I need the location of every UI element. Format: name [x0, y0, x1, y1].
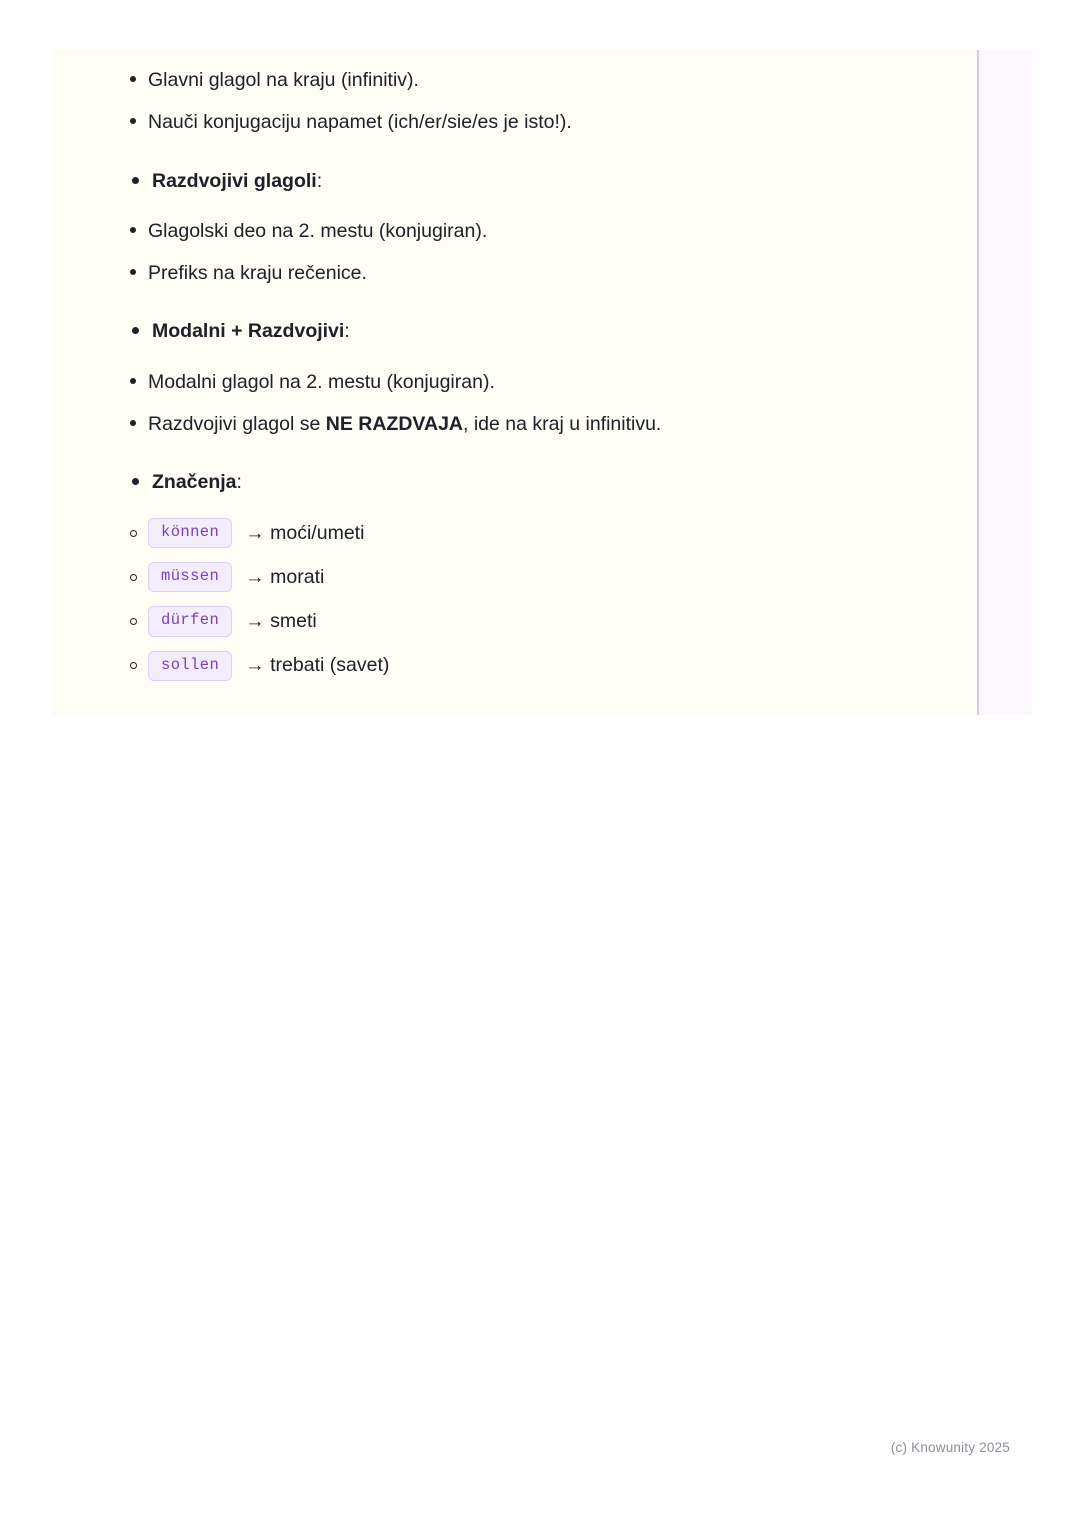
list-item: [112, 410, 992, 438]
list-item-text: Modalni glagol na 2. mestu (konjugiran).: [148, 370, 495, 393]
list-group-razdvojivi: [112, 167, 992, 195]
arrow-icon: →: [245, 522, 265, 545]
list-group-modalni-razdvojivi: [112, 317, 992, 345]
bullet-icon: [130, 269, 136, 275]
list-item: [112, 518, 992, 548]
section-heading-znacenja: [112, 468, 992, 496]
code-chip-durfen: dürfen: [148, 606, 232, 636]
code-chip-mussen: müssen: [148, 562, 232, 592]
arrow-icon: →: [245, 654, 265, 677]
hollow-bullet-icon: [130, 662, 137, 669]
list-item-text: Glavni glagol na kraju (infinitiv).: [148, 69, 419, 91]
note-content: [52, 50, 1032, 715]
list-item: [112, 259, 992, 287]
heading-colon: :: [344, 320, 350, 343]
sublist-razdvojivi: [112, 217, 992, 288]
hollow-bullet-icon: [130, 530, 137, 537]
section-heading-modalni-razdvojivi: [112, 317, 992, 345]
hollow-bullet-icon: [130, 574, 137, 581]
footer-copyright: (c) Knowunity 2025: [890, 1440, 1010, 1455]
meaning-label: smeti: [270, 610, 317, 633]
arrow-icon: →: [245, 610, 265, 633]
bullet-icon: [132, 327, 139, 334]
meaning-text: [245, 519, 364, 547]
heading-text: Značenja: [152, 471, 237, 494]
list-item: [112, 66, 992, 94]
list-item: [112, 108, 992, 136]
meaning-text: [245, 563, 324, 591]
list-item: [112, 562, 992, 592]
meaning-label: moći/umeti: [270, 522, 365, 545]
bullet-icon: [130, 378, 136, 384]
bullet-icon: [132, 177, 139, 184]
bullet-icon: [130, 420, 136, 426]
code-chip-sollen: sollen: [148, 651, 232, 681]
list-item-text: Nauči konjugaciju napamet (ich/er/sie/es je isto!).: [148, 111, 572, 134]
list-item-text: Glagolski deo na 2. mestu (konjugiran).: [148, 219, 488, 242]
list-item-text-tail: , ide na kraj u infinitivu.: [463, 412, 662, 435]
meaning-text: [245, 651, 389, 679]
heading-colon: :: [316, 169, 323, 192]
heading-text: Razdvojivi glagoli: [152, 169, 317, 192]
list-item-text-emphasis: NE RAZDVAJA: [325, 412, 463, 435]
list-item: [112, 606, 992, 636]
arrow-icon: →: [245, 566, 265, 589]
bullet-icon: [132, 478, 139, 485]
sublist-znacenja: [112, 518, 992, 680]
meaning-label: morati: [270, 566, 325, 589]
code-chip-konnen: können: [148, 518, 232, 548]
list-item: [112, 651, 992, 681]
list-item: [112, 217, 992, 245]
note-page: [52, 50, 1032, 715]
list-group-znacenja: [112, 468, 992, 496]
list-group-intro: [112, 66, 992, 137]
section-heading-razdvojivi: [112, 167, 992, 195]
bullet-icon: [130, 227, 136, 233]
bullet-icon: [130, 76, 136, 82]
hollow-bullet-icon: [130, 618, 137, 625]
bullet-icon: [130, 118, 136, 124]
meaning-label: trebati (savet): [270, 654, 390, 677]
meaning-text: [245, 607, 317, 635]
list-item: [112, 368, 992, 396]
heading-colon: :: [236, 471, 242, 494]
heading-text: Modalni + Razdvojivi: [152, 320, 345, 343]
sublist-modalni-razdvojivi: [112, 368, 992, 439]
list-item-text-lead: Razdvojivi glagol se: [148, 412, 326, 435]
list-item-text: Prefiks na kraju rečenice.: [148, 262, 367, 285]
